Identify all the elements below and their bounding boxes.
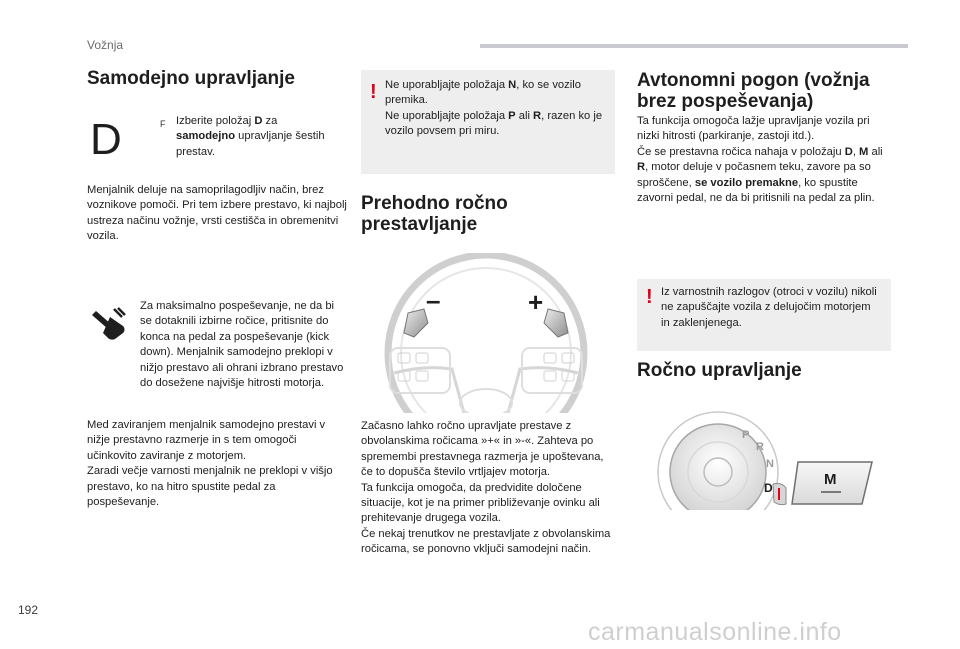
- autonomous-paragraph: Ta funkcija omogoča lažje upravljanje vozila pri nizki hitrosti (parkiranje, zastoji itd.). Če se prestavna ročica nahaja v položaju D, M ali R, motor deluje v počasnem teku, zavore pa so sproščene, se vozilo premakne, ko spustite zavorni pedal, ne da bi pritisnili na pedal za plin.: [637, 115, 883, 205]
- header-bar: [480, 44, 908, 48]
- warning-exclamation-icon: !: [370, 81, 377, 103]
- section-title-manual: Ročno upravljanje: [637, 360, 802, 381]
- engine-braking-paragraph: Med zaviranjem menjalnik samodejno prestavi v nižje prestavno razmerje in s tem omogoči učinkovito zaviranje z motorjem. Zaradi večje varnosti menjalnik ne preklopi v višjo prestavo, ko na hitro spustite pedal za pospeševanje.: [87, 419, 333, 509]
- warning-text-positions: Ne uporabljajte položaja N, ko se vozilo premika. Ne uporabljajte položaja P ali R, razen ko je vozilo povsem pri miru.: [385, 79, 603, 138]
- steering-wheel-paddles-illustration: [364, 253, 608, 413]
- left-paddle: [404, 309, 428, 337]
- section-header: Vožnja: [87, 38, 124, 52]
- dial-r-label: R: [756, 441, 764, 453]
- gear-d-letter: D: [90, 115, 122, 158]
- paddles-paragraph: Začasno lahko ročno upravljate prestave z obvolanskima ročicama »+« in »-«. Zahteva po spremembi prestavnega razmerja je upoštevana, če to dopušča število vrtljajev motorja. Ta funkcija omogoča, da predvidite določene situacije, kot je na primer približevanje ovinku ali prehitevanje drugega vozila. Če nekaj trenutkov ne prestavljate z obvolanskima ročicama, se ponovno vključi samodejni način.: [361, 420, 611, 556]
- kickdown-pedal-icon: [89, 306, 129, 342]
- warning-exclamation-icon: !: [646, 286, 653, 308]
- paddle-minus-label: –: [426, 285, 441, 315]
- dial-d-label: D: [764, 481, 773, 495]
- page-number: 192: [18, 603, 39, 617]
- section-title-automatic: Samodejno upravljanje: [87, 68, 295, 89]
- paddle-plus-label: +: [528, 287, 544, 317]
- warning-text-safety: Iz varnostnih razlogov (otroci v vozilu) nikoli ne zapuščajte vozila z delujočim motorjem in zaklenjenega.: [661, 286, 877, 329]
- select-d-instruction: Izberite položaj D za samodejno upravljanje šestih prestav.: [176, 115, 325, 158]
- section-title-manual-temporary: Prehodno ročno prestavljanje: [361, 193, 508, 235]
- bullet-marker: F: [160, 119, 166, 129]
- section-title-autonomous: Avtonomni pogon (vožnja brez pospeševanja): [637, 70, 870, 112]
- dial-p-label: P: [742, 429, 750, 441]
- m-button-label: M: [824, 471, 837, 488]
- dial-n-label: N: [766, 458, 774, 470]
- warning-box-safety: [637, 279, 891, 351]
- watermark: carmanualsonline.info: [588, 618, 842, 646]
- kickdown-paragraph: Za maksimalno pospeševanje, ne da bi se dotaknili izbirne ročice, pritisnite do konca na pedal za pospeševanje (kick down). Menjalnik samodejno preklopi v nižjo prestavo ali ohrani izbrano prestavo do dosežene najvišje hitrosti motorja.: [140, 300, 344, 390]
- warning-box-positions: [361, 70, 615, 174]
- gear-selector-illustration: [640, 400, 892, 510]
- gear-d-icon: [88, 114, 132, 158]
- adaptive-mode-paragraph: Menjalnik deluje na samoprilagodljiv način, brez voznikove pomoči. Pri tem izbere prestavo, ki najbolj ustreza načinu vožnje, vrsti cestišča in obremenitvi vozila.: [87, 184, 347, 243]
- right-paddle: [544, 309, 568, 337]
